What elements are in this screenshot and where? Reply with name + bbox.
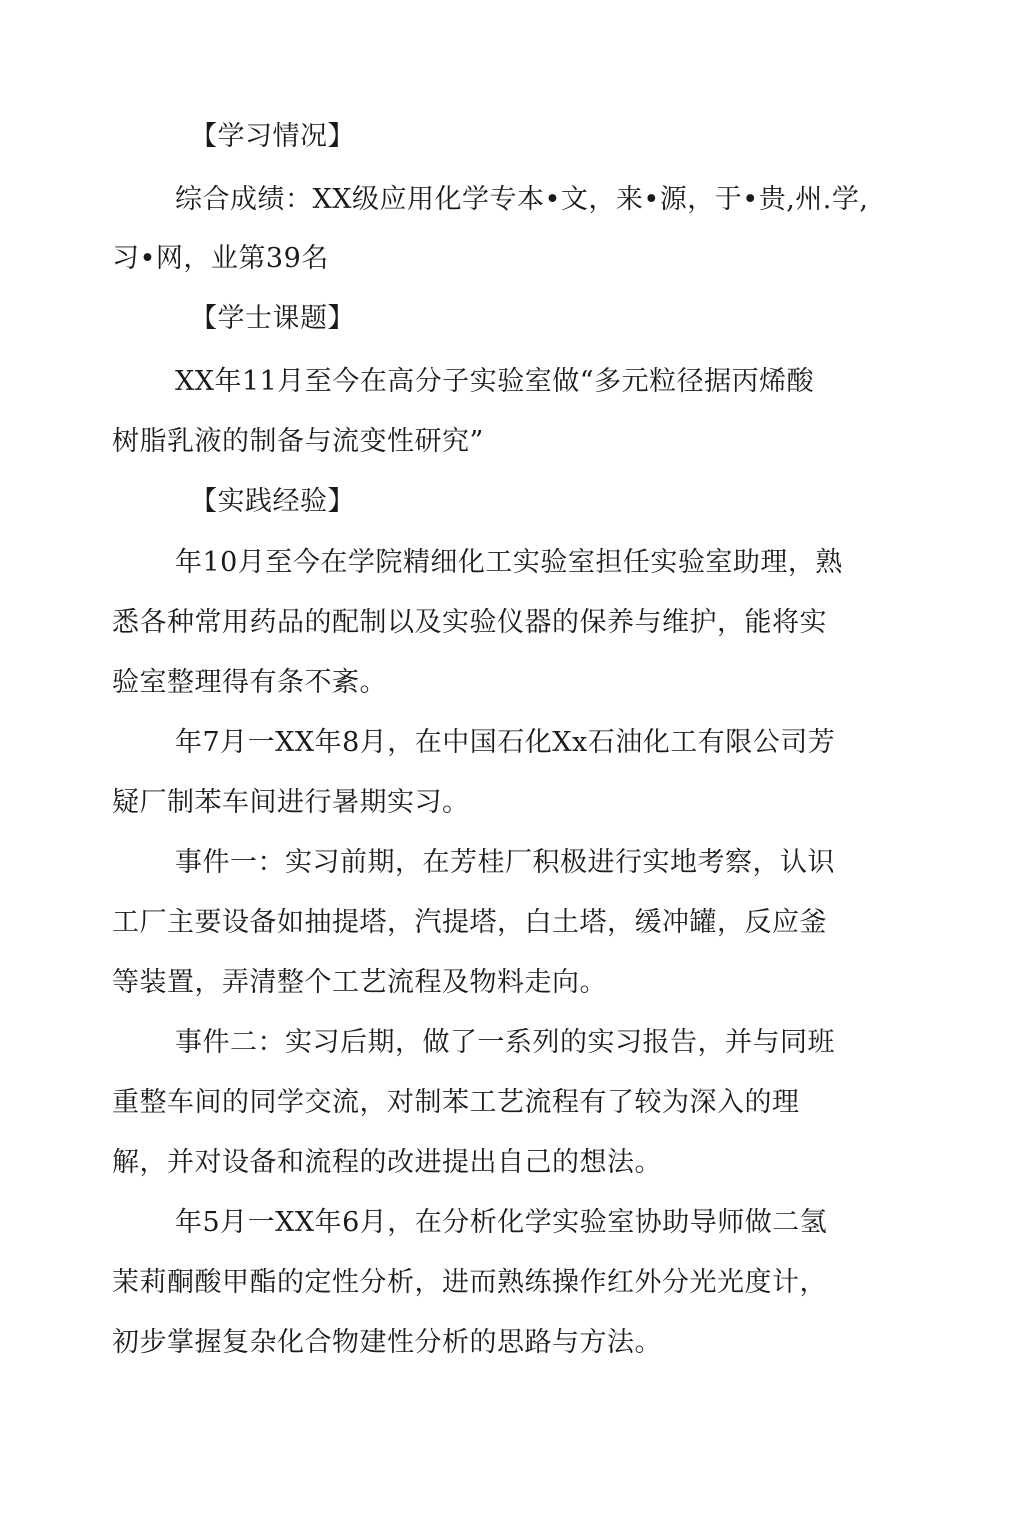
text-line: 解，并对设备和流程的改进提出自己的想法。 — [112, 1147, 662, 1178]
text-line: 验室整理得有条不紊。 — [112, 667, 387, 698]
text-line: 年5月一XX年6月，在分析化学实验室协助导师做二氢 — [175, 1207, 828, 1238]
text-line: 年7月一XX年8月，在中国石化Xx石油化工有限公司芳 — [175, 727, 836, 758]
text-line: 工厂主要设备如抽提塔，汽提塔，白土塔，缓冲罐，反应釜 — [112, 907, 827, 938]
text-line: 综合成绩：XX级应用化学专本•文，来•源，于•贵,州.学, — [175, 184, 869, 215]
text-line: 等装置，弄清整个工艺流程及物料走向。 — [112, 967, 607, 998]
text-line: 茉莉酮酸甲酯的定性分析，进而熟练操作红外分光光度计， — [112, 1267, 827, 1298]
text-line: 年10月至今在学院精细化工实验室担任实验室助理，熟 — [175, 547, 843, 578]
section-heading-thesis: 【学士课题】 — [190, 303, 355, 334]
text-line: 重整车间的同学交流，对制苯工艺流程有了较为深入的理 — [112, 1087, 800, 1118]
text-line: 疑厂制苯车间进行暑期实习。 — [112, 787, 470, 818]
text-line: 初步掌握复杂化合物建性分析的思路与方法。 — [112, 1327, 662, 1358]
text-line: 悉各种常用药品的配制以及实验仪器的保养与维护，能将实 — [112, 607, 827, 638]
text-line: 树脂乳液的制备与流变性研究” — [112, 426, 484, 457]
text-line: 习•网，业第39名 — [112, 243, 329, 274]
section-heading-study: 【学习情况】 — [190, 121, 355, 152]
text-line: 事件二：实习后期，做了一系列的实习报告，并与同班 — [175, 1027, 835, 1058]
section-heading-practice: 【实践经验】 — [190, 486, 355, 517]
text-line: XX年11月至今在高分子实验室做“多元粒径据丙烯酸 — [175, 366, 815, 397]
text-line: 事件一：实习前期，在芳桂厂积极进行实地考察，认识 — [175, 847, 835, 878]
